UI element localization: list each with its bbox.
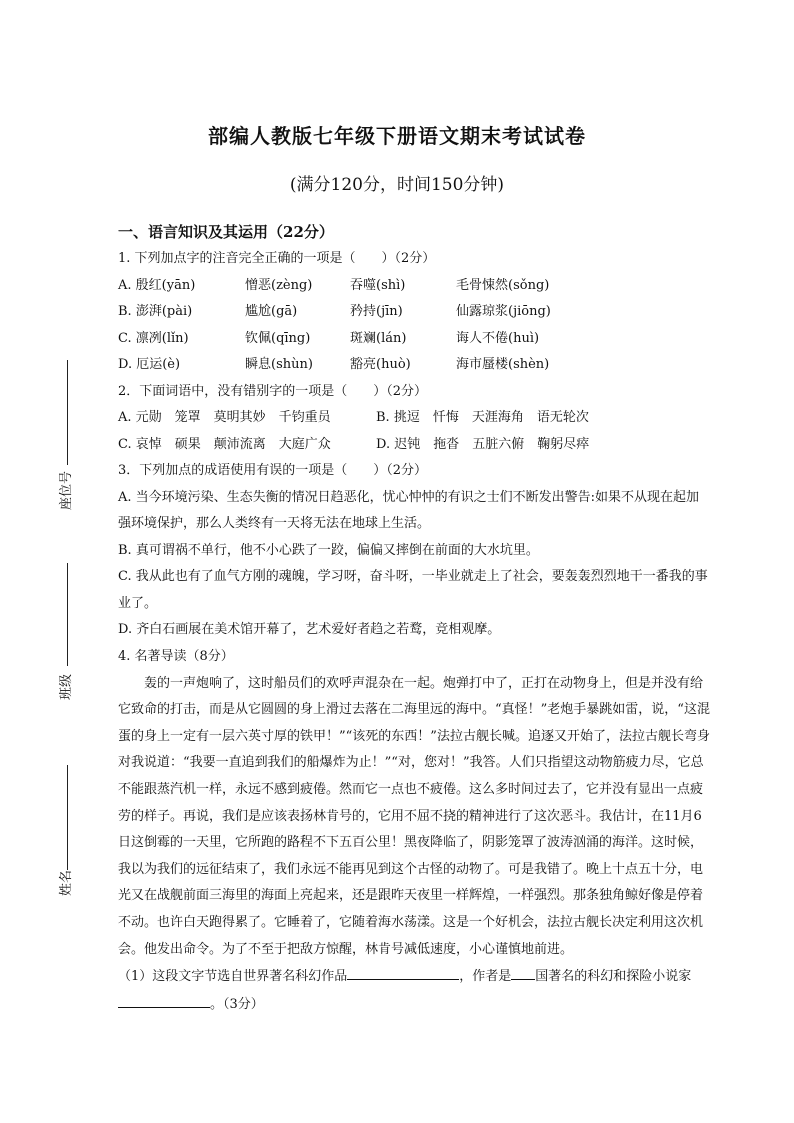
name-label: 姓名 bbox=[59, 869, 74, 896]
option-word: A. 殷红(yān) bbox=[118, 277, 196, 293]
option-word: 吞噬(shì) bbox=[350, 277, 406, 293]
option-word: 斑斓(lán) bbox=[350, 330, 407, 346]
author-blank[interactable] bbox=[118, 991, 210, 1008]
option-word: 矜持(jīn) bbox=[350, 304, 403, 319]
question-3-option-c: C. 我从此也有了血气方刚的魂魄，学习呀，奋斗呀，一毕业就走上了社会，要轰轰烈烈地干一番我的事业了。 bbox=[118, 569, 708, 611]
sub1-text-d: 。（3分） bbox=[210, 996, 264, 1012]
option-word: 憎恶(zèng) bbox=[245, 277, 313, 293]
work-title-blank[interactable] bbox=[347, 963, 459, 980]
exam-title: 部编人教版七年级下册语文期末考试试卷 bbox=[208, 124, 586, 148]
question-4-sub1 bbox=[118, 963, 712, 1018]
seat-blank-line bbox=[67, 360, 68, 465]
question-4-passage: 轰的一声炮响了，这时船员们的欢呼声混杂在一起。炮弹打中了，正打在动物身上，但是并没有给它致命的打击，而是从它圆圆的身上滑过去落在二海里远的海中。“真怪！”老炮手暴跳如雷，说，“这混蛋的身上一定有一层六英寸厚的铁甲！”“该死的东西！”法拉古舰长喊。追逐又开始了，法拉古舰长弯身对我说道：“我要一直追到我们的船爆炸为止！”“对，您对！”我答。人们只指望这动物筋疲力尽，它总不能跟蒸汽机一样，永远不感到疲倦。然而它一点也不疲倦。这么多时间过去了，它并没有显出一点疲劳的样子。再说，我们是应该表扬林肯号的，它用不屈不挠的精神进行了这次恶斗。我估计，在11月6日这倒霉的一天里，它所跑的路程不下五百公里！黑夜降临了，阴影笼罩了波涛汹涌的海洋。这时候，我以为我们的远征结束了，我们永远不能再见到这个古怪的动物了。可是我错了。晚上十点五十分，电光又在战舰前面三海里的海面上亮起来，还是跟昨天夜里一样辉煌，一样强烈。那条独角鲸好像是停着不动。也许白天跑得累了。它睡着了，它随着海水荡漾。这是一个好机会，法拉古舰长决定利用这次机会。他发出命令。为了不至于把敌方惊醒，林肯号减低速度，小心谨慎地前进。 bbox=[118, 675, 710, 957]
question-content bbox=[118, 246, 718, 1018]
option-b: B. 挑逗 忏悔 天涯海角 语无轮次 bbox=[376, 410, 589, 425]
question-1-option-a bbox=[118, 273, 718, 300]
option-word: 钦佩(qīng) bbox=[245, 330, 311, 346]
option-a: A. 元勋 笼罩 莫明其妙 千钧重员 bbox=[118, 410, 331, 425]
question-3-stem: 3．下列加点的成语使用有误的一项是（ ）（2分） bbox=[118, 463, 428, 478]
question-2-options-cd bbox=[118, 432, 718, 459]
sub1-text-b: ，作者是 bbox=[459, 969, 512, 985]
sub1-text-a: （1）这段文字节选自世界著名科幻作品 bbox=[118, 969, 348, 985]
question-1-option-b bbox=[118, 299, 718, 326]
option-word: 尴尬(gā) bbox=[245, 304, 298, 319]
country-blank[interactable] bbox=[511, 963, 535, 980]
class-blank-line bbox=[67, 563, 68, 666]
question-2-options-ab bbox=[118, 405, 718, 432]
seat-number-label: 座位号 bbox=[59, 470, 74, 510]
exam-subtitle: (满分120分，时间150分钟) bbox=[289, 175, 505, 195]
option-word: 海市蜃楼(shèn) bbox=[456, 357, 550, 372]
option-word: B. 澎湃(pài) bbox=[118, 304, 193, 319]
option-word: D. 厄运(è) bbox=[118, 357, 181, 372]
section-heading: 一、语言知识及其运用（22分） bbox=[118, 223, 334, 241]
option-word: C. 凛冽(lǐn) bbox=[118, 330, 189, 346]
question-3-option-b: B. 真可谓祸不单行，他不小心跌了一跤，偏偏又摔倒在前面的大水坑里。 bbox=[118, 542, 539, 558]
question-3-option-a: A. 当今环境污染、生态失衡的情况日趋恶化，忧心忡忡的有识之士们不断发出警告:如果不从现在起加强环境保护，那么人类终有一天将无法在地球上生活。 bbox=[118, 489, 700, 532]
question-3-option-d: D. 齐白石画展在美术馆开幕了，艺术爱好者趋之若鹜，竞相观摩。 bbox=[118, 622, 501, 638]
class-label: 班级 bbox=[59, 673, 74, 700]
option-d: D. 迟钝 拖沓 五脏六俯 鞠躬尽瘁 bbox=[376, 436, 590, 452]
question-1-stem: 1. 下列加点字的注音完全正确的一项是（ ）（2分） bbox=[118, 251, 436, 266]
sub1-text-c: 国著名的科幻和探险小说家 bbox=[535, 969, 692, 985]
option-word: 毛骨悚然(sǒng) bbox=[456, 277, 550, 293]
option-word: 豁亮(huò) bbox=[350, 357, 411, 372]
question-2-stem: 2．下面词语中，没有错别字的一项是（ ）（2分） bbox=[118, 383, 428, 399]
option-word: 瞬息(shùn) bbox=[245, 357, 313, 372]
name-blank-line bbox=[67, 765, 68, 870]
option-c: C. 哀悼 硕果 颠沛流离 大庭广众 bbox=[118, 436, 331, 452]
option-word: 诲人不倦(huì) bbox=[456, 330, 540, 346]
question-1-option-d bbox=[118, 352, 718, 379]
option-word: 仙露琼浆(jiōng) bbox=[456, 304, 551, 319]
question-1-option-c bbox=[118, 326, 718, 353]
question-4-stem: 4. 名著导读（8分） bbox=[118, 649, 234, 665]
